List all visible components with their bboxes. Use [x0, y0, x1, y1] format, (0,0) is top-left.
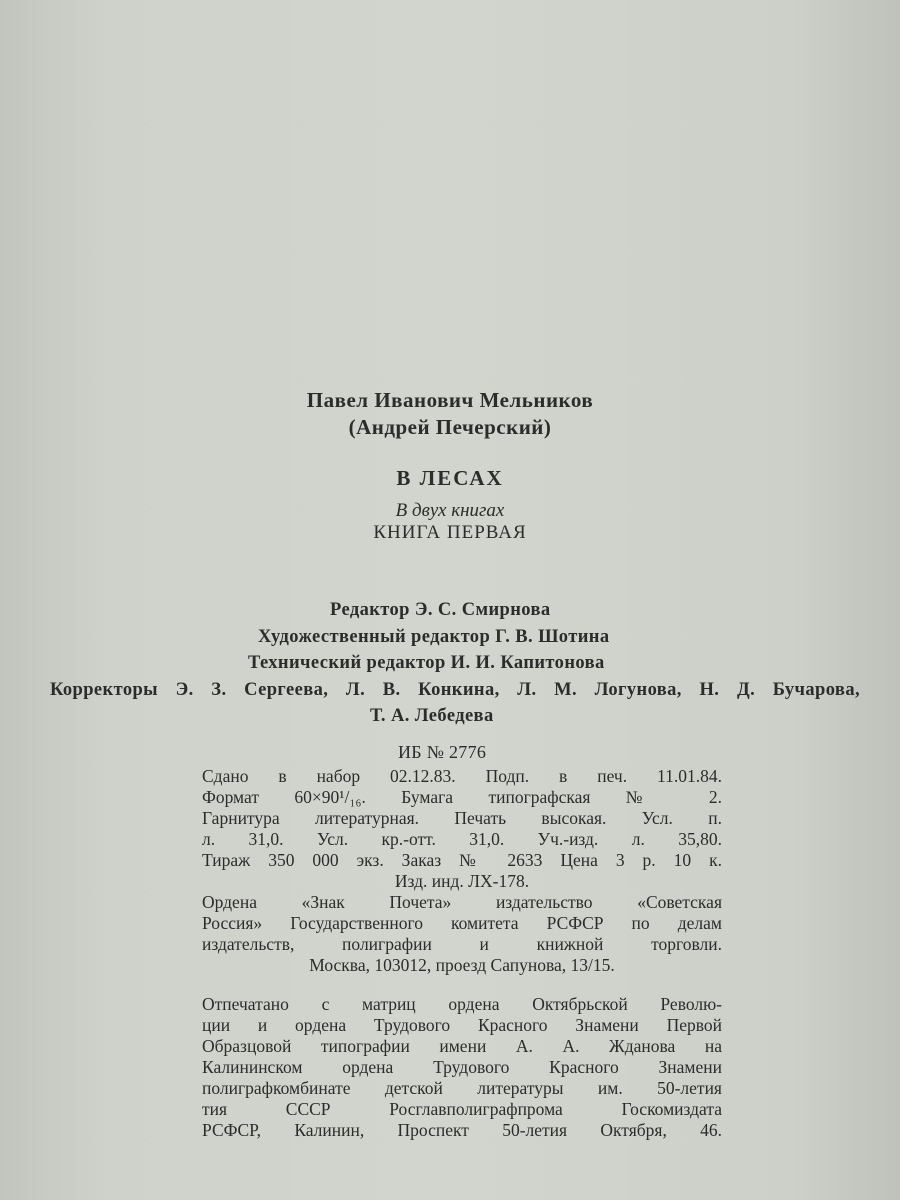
printer-line: полиграфкомбинате детской литературы им. 50-летия — [202, 1078, 722, 1098]
credit-proofreaders-line1: Корректоры Э. З. Сергеева, Л. В. Конкина, Л. М. Логунова, Н. Д. Бучарова, — [50, 680, 860, 700]
imprint-line: л. 31,0. Усл. кр.-отт. 31,0. Уч.-изд. л. 35,80. — [202, 829, 722, 849]
publisher-block — [202, 892, 722, 976]
credit-art-editor: Художественный редактор Г. В. Шотина — [258, 627, 610, 647]
publisher-line: Россия» Государственного комитета РСФСР по делам — [202, 913, 722, 933]
credit-editor: Редактор Э. С. Смирнова — [330, 600, 551, 620]
printer-block — [202, 994, 722, 1141]
imprint-line: Тираж 350 000 экз. Заказ № 2633 Цена 3 р. 10 к. — [202, 850, 722, 870]
printer-line: ции и ордена Трудового Красного Знамени Первой — [202, 1015, 722, 1035]
printer-line: тия СССР Росглавполиграфпрома Госкомиздата — [202, 1099, 722, 1119]
ib-number: ИБ № 2776 — [398, 742, 487, 762]
author-pseudonym: (Андрей Печерский) — [348, 415, 552, 439]
imprint-line: Изд. инд. ЛХ-178. — [394, 871, 530, 891]
book-subtitle: В двух книгах — [395, 500, 505, 521]
printer-line: РСФСР, Калинин, Проспект 50-летия Октября, 46. — [202, 1120, 722, 1140]
imprint-line: Формат 60×90¹/₁₆. Бумага типографская № 2. — [202, 787, 722, 807]
printer-line: Отпечатано с матриц ордена Октябрьской Револю- — [202, 994, 722, 1014]
publisher-line: Москва, 103012, проезд Сапунова, 13/15. — [309, 955, 615, 975]
credit-proofreaders-line2: Т. А. Лебедева — [370, 706, 494, 726]
imprint-block — [202, 766, 722, 892]
publisher-line: издательств, полиграфии и книжной торговли. — [202, 934, 722, 954]
book-title: В ЛЕСАХ — [396, 466, 504, 490]
printer-line: Образцовой типографии имени А. А. Жданова на — [202, 1036, 722, 1056]
printer-line: Калининском ордена Трудового Красного Знамени — [202, 1057, 722, 1077]
credit-tech-editor: Технический редактор И. И. Капитонова — [248, 653, 605, 673]
book-volume: КНИГА ПЕРВАЯ — [373, 522, 527, 543]
author-name: Павел Иванович Мельников — [306, 388, 594, 412]
imprint-line: Сдано в набор 02.12.83. Подп. в печ. 11.01.84. — [202, 766, 722, 786]
publisher-line: Ордена «Знак Почета» издательство «Советская — [202, 892, 722, 912]
imprint-line: Гарнитура литературная. Печать высокая. Усл. п. — [202, 808, 722, 828]
